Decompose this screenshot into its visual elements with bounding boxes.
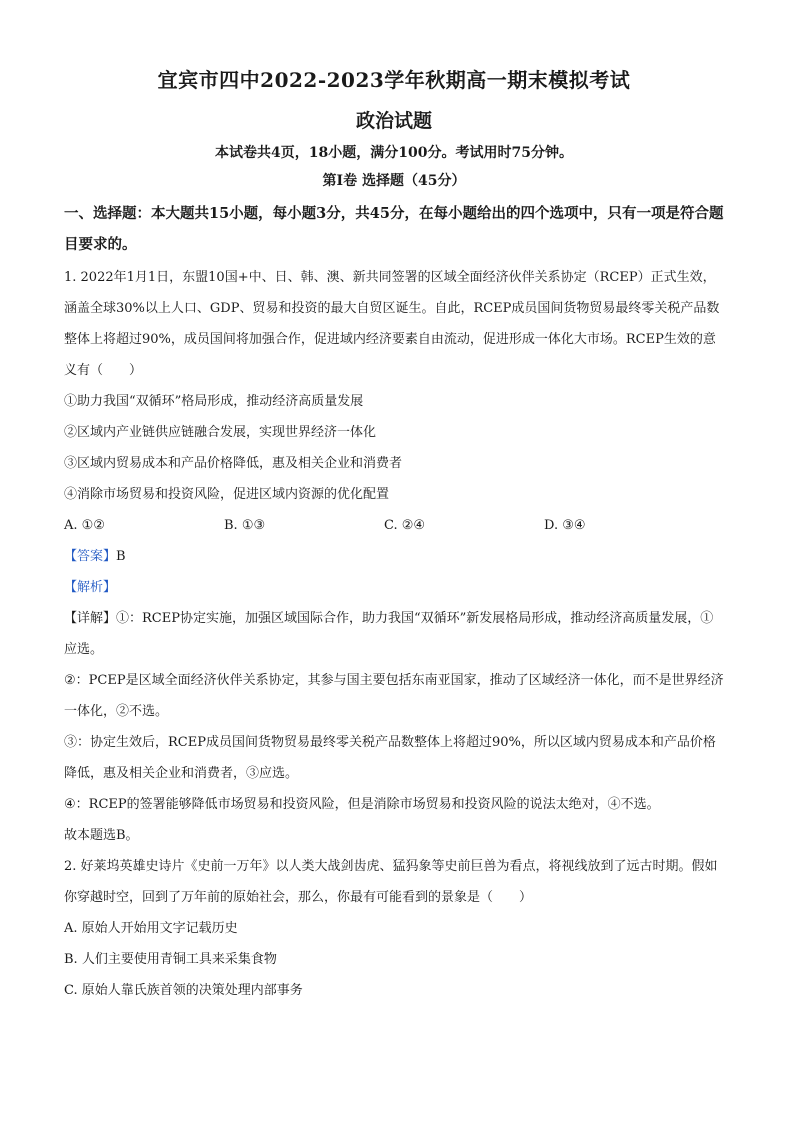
detail-paragraph-4: ④：RCEP的签署能够降低市场贸易和投资风险，但是消除市场贸易和投资风险的说法太绝对，④不选。 — [64, 797, 660, 812]
answer-value: B — [116, 549, 126, 564]
question-1-statement-4: ④消除市场贸易和投资风险，促进区域内资源的优化配置 — [64, 487, 390, 502]
choice-b: B. ①③ — [224, 518, 266, 533]
choice-c: C. ②④ — [384, 518, 426, 533]
analysis-line — [64, 572, 724, 603]
question-2-option-b: B. 人们主要使用青铜工具来采集食物 — [64, 952, 277, 967]
question-2-stem: 2. 好莱坞英雄史诗片《史前一万年》以人类大战剑齿虎、猛犸象等史前巨兽为看点，将视线放到了远古时期。假如你穿越时空，回到了万年前的原始社会，那么，你最有可能看到的景象是（ ） — [64, 859, 718, 905]
detail-paragraph-2: ②：PCEP是区域全面经济伙伴关系协定，其参与国主要包括东南亚国家，推动了区域经济一体化，而不是世界经济一体化，②不选。 — [64, 673, 724, 719]
question-1-statement-1: ①助力我国“双循环”格局形成，推动经济高质量发展 — [64, 394, 364, 409]
question-1-statement-3: ③区域内贸易成本和产品价格降低，惠及相关企业和消费者 — [64, 456, 403, 471]
conclusion: 故本题选B。 — [64, 828, 139, 843]
exam-subject: 政治试题 — [355, 110, 432, 132]
section-heading: 一、选择题：本大题共15小题，每小题3分，共45分，在每小题给出的四个选项中，只有一项是符合题目要求的。 — [64, 205, 724, 253]
part-title: 第Ⅰ卷 选择题（45分） — [322, 173, 466, 189]
detail-paragraph-1 — [64, 603, 724, 665]
choice-a: A. ①② — [64, 518, 105, 533]
detail-tag: 【详解】 — [64, 611, 117, 626]
answer-line — [64, 541, 724, 572]
question-1-stem: 1. 2022年1月1日，东盟10国+中、日、韩、澳、新共同签署的区域全面经济伙伴关系协定（RCEP）正式生效，涵盖全球30%以上人口、GDP、贸易和投资的最大自贸区诞生。自此，RCEP成员国间货物贸易最终零关税产品数整体上将超过90%，成员国间将加强合作，促进域内经济要素自由流动，促进形成一体化大市场。RCEP生效的意义有（ ） — [64, 270, 720, 378]
question-1-choices — [64, 510, 724, 541]
choice-d: D. ③④ — [544, 518, 586, 533]
exam-title: 宜宾市四中2022-2023学年秋期高一期末模拟考试 — [157, 68, 631, 92]
question-2-option-c: C. 原始人靠氏族首领的决策处理内部事务 — [64, 983, 303, 998]
analysis-tag: 【解析】 — [64, 580, 117, 595]
exam-page — [64, 66, 724, 1006]
exam-info: 本试卷共4页，18小题，满分100分。考试用时75分钟。 — [215, 145, 573, 161]
detail-paragraph-3: ③：协定生效后，RCEP成员国间货物贸易最终零关税产品数整体上将超过90%，所以区域内贸易成本和产品价格降低，惠及相关企业和消费者，③应选。 — [64, 735, 716, 781]
answer-tag: 【答案】 — [64, 549, 117, 564]
detail-text-1: ①：RCEP协定实施，加强区域国际合作，助力我国“双循环”新发展格局形成，推动经济高质量发展，①应选。 — [64, 611, 714, 657]
question-1-statement-2: ②区域内产业链供应链融合发展，实现世界经济一体化 — [64, 425, 377, 440]
question-2-option-a: A. 原始人开始用文字记载历史 — [64, 921, 238, 936]
